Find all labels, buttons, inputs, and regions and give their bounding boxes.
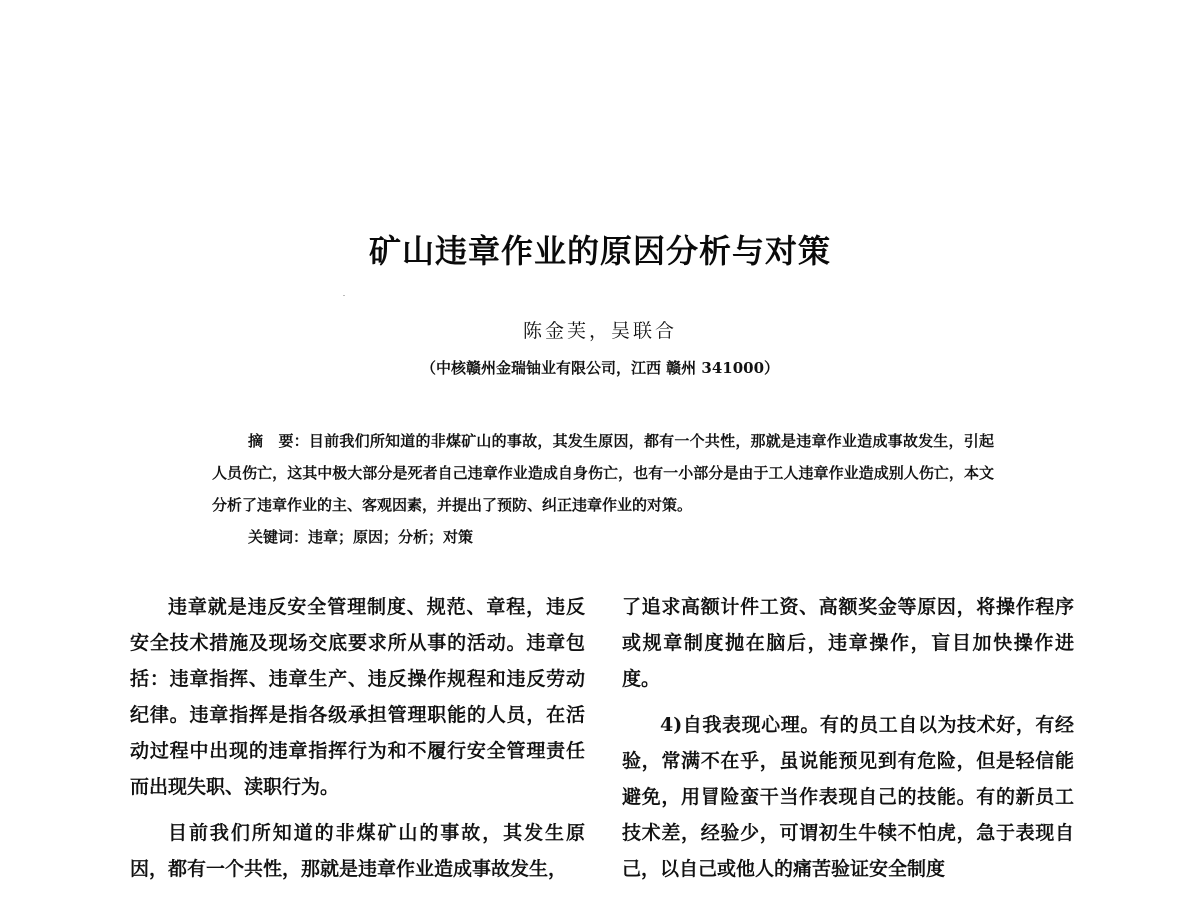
paper-title: 矿山违章作业的原因分析与对策 bbox=[368, 232, 831, 270]
abstract-block bbox=[212, 425, 994, 553]
keywords-text: 违章；原因；分析；对策 bbox=[308, 528, 474, 546]
body-paragraph: 4)自我表现心理。有的员工自以为技术好，有经验，常满不在乎，虽说能预见到有危险，但是轻信能避免，用冒险蛮干当作表现自己的技能。有的新员工技术差，经验少，可谓初生牛犊不怕虎，急于表现自己，以自己或他人的痛苦验证安全制度 bbox=[622, 714, 1074, 880]
abstract-label: 摘 要： bbox=[248, 432, 309, 450]
abstract-text: 目前我们所知道的非煤矿山的事故，其发生原因，都有一个共性，那就是违章作业造成事故发生，引起人员伤亡，这其中极大部分是死者自己违章作业造成自身伤亡，也有一小部分是由于工人违章作业造成别人伤亡，本文分析了违章作业的主、客观因素，并提出了预防、纠正违章作业的对策。 bbox=[212, 432, 994, 514]
body-paragraph: 目前我们所知道的非煤矿山的事故，其发生原因，都有一个共性，那就是违章作业造成事故发生， bbox=[130, 822, 585, 880]
body-left-column bbox=[130, 589, 585, 897]
body-paragraph: 违章就是违反安全管理制度、规范、章程，违反安全技术措施及现场交底要求所从事的活动。违章包括：违章指挥、违章生产、违反操作规程和违反劳动纪律。违章指挥是指各级承担管理职能的人员，在活动过程中出现的违章指挥行为和不履行安全管理责任而出现失职、渎职行为。 bbox=[130, 596, 585, 798]
paper-affiliation: （中核赣州金瑞铀业有限公司，江西 赣州 341000） bbox=[420, 359, 780, 377]
body-right-column bbox=[622, 589, 1074, 897]
paper-authors: 陈金芙，吴联合 bbox=[522, 320, 677, 342]
body-paragraph: 了追求高额计件工资、高额奖金等原因，将操作程序或规章制度抛在脑后，违章操作，盲目加快操作进度。 bbox=[622, 596, 1074, 690]
keywords-line bbox=[212, 521, 994, 553]
abstract-paragraph bbox=[212, 425, 994, 521]
scan-speck bbox=[343, 295, 345, 296]
keywords-label: 关键词： bbox=[248, 528, 309, 546]
